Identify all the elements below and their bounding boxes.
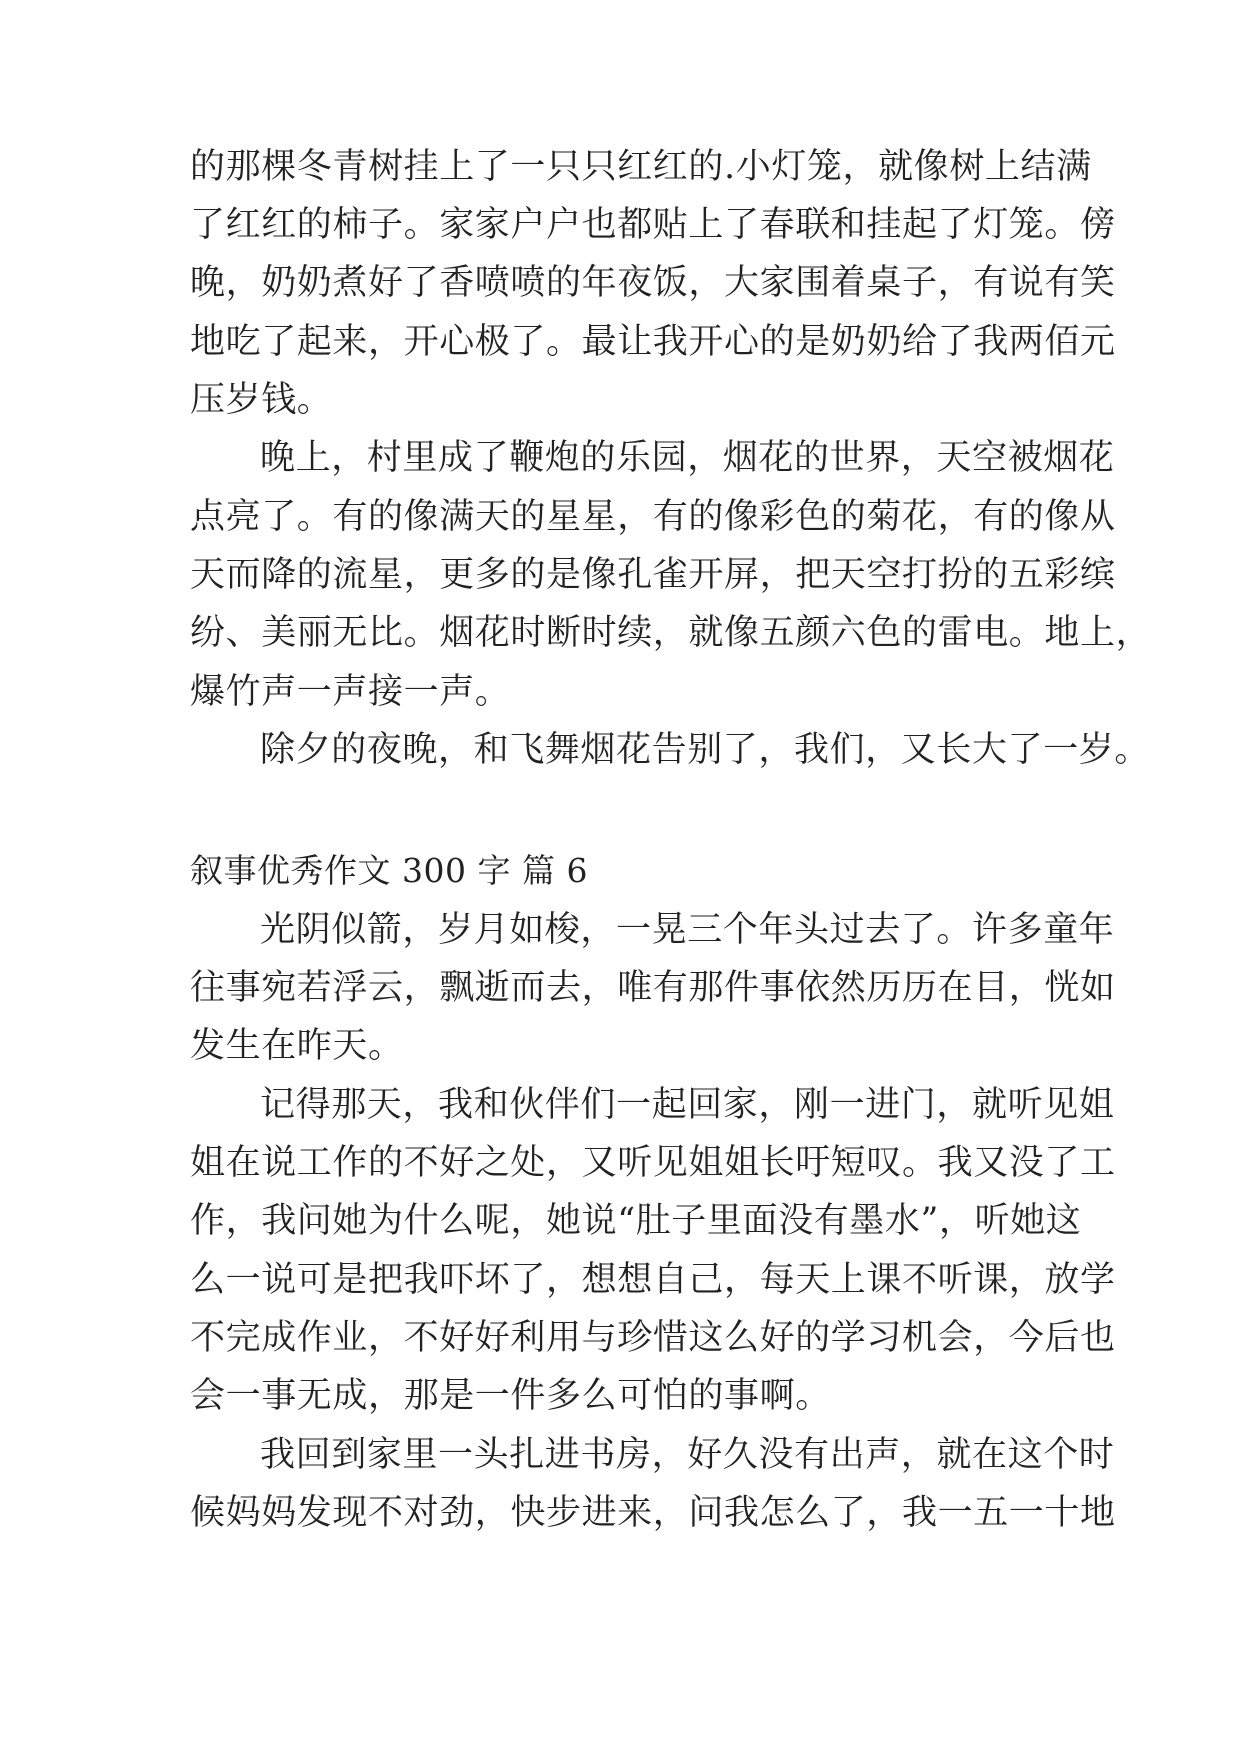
paragraph-start-line: 晚上，村里成了鞭炮的乐园，烟花的世界，天空被烟花	[260, 438, 1115, 478]
text-line: 地吃了起来，开心极了。最让我开心的是奶奶给了我两佰元	[190, 322, 1116, 362]
paragraph-start-line: 光阴似箭，岁月如梭，一晃三个年头过去了。许多童年	[260, 910, 1115, 950]
text-line: 点亮了。有的像满天的星星，有的像彩色的菊花，有的像从	[190, 497, 1116, 537]
text-line: 发生在昨天。	[190, 1026, 404, 1066]
paragraph-start-line: 除夕的夜晚，和飞舞烟花告别了，我们，又长大了一岁。	[260, 730, 1151, 770]
text-line: 了红红的柿子。家家户户也都贴上了春联和挂起了灯笼。傍	[190, 205, 1116, 245]
text-line: 纷、美丽无比。烟花时断时续，就像五颜六色的雷电。地上，	[190, 613, 1152, 653]
text-line: 么一说可是把我吓坏了，想想自己，每天上课不听课，放学	[190, 1260, 1116, 1300]
text-line: 的那棵冬青树挂上了一只只红红的.小灯笼，就像树上结满	[190, 147, 1092, 187]
paragraph-start-line: 记得那天，我和伙伴们一起回家，刚一进门，就听见姐	[260, 1085, 1115, 1125]
text-line: 候妈妈发现不对劲，快步进来，问我怎么了，我一五一十地	[190, 1493, 1116, 1533]
section-heading: 叙事优秀作文 300 字 篇 6	[190, 851, 588, 890]
text-line: 作，我问她为什么呢，她说“肚子里面没有墨水”，听她这	[190, 1201, 1082, 1241]
text-line: 爆竹声一声接一声。	[190, 672, 511, 712]
text-line: 姐在说工作的不好之处，又听见姐姐长吁短叹。我又没了工	[190, 1143, 1116, 1183]
text-line: 会一事无成，那是一件多么可怕的事啊。	[190, 1376, 831, 1416]
text-line: 晚，奶奶煮好了香喷喷的年夜饭，大家围着桌子，有说有笑	[190, 263, 1116, 303]
text-line: 往事宛若浮云，飘逝而去，唯有那件事依然历历在目，恍如	[190, 968, 1116, 1008]
paragraph-start-line: 我回到家里一头扎进书房，好久没有出声，就在这个时	[260, 1435, 1115, 1475]
text-line: 不完成作业，不好好利用与珍惜这么好的学习机会，今后也	[190, 1318, 1116, 1358]
text-line: 天而降的流星，更多的是像孔雀开屏，把天空打扮的五彩缤	[190, 555, 1116, 595]
text-line: 压岁钱。	[190, 380, 333, 420]
